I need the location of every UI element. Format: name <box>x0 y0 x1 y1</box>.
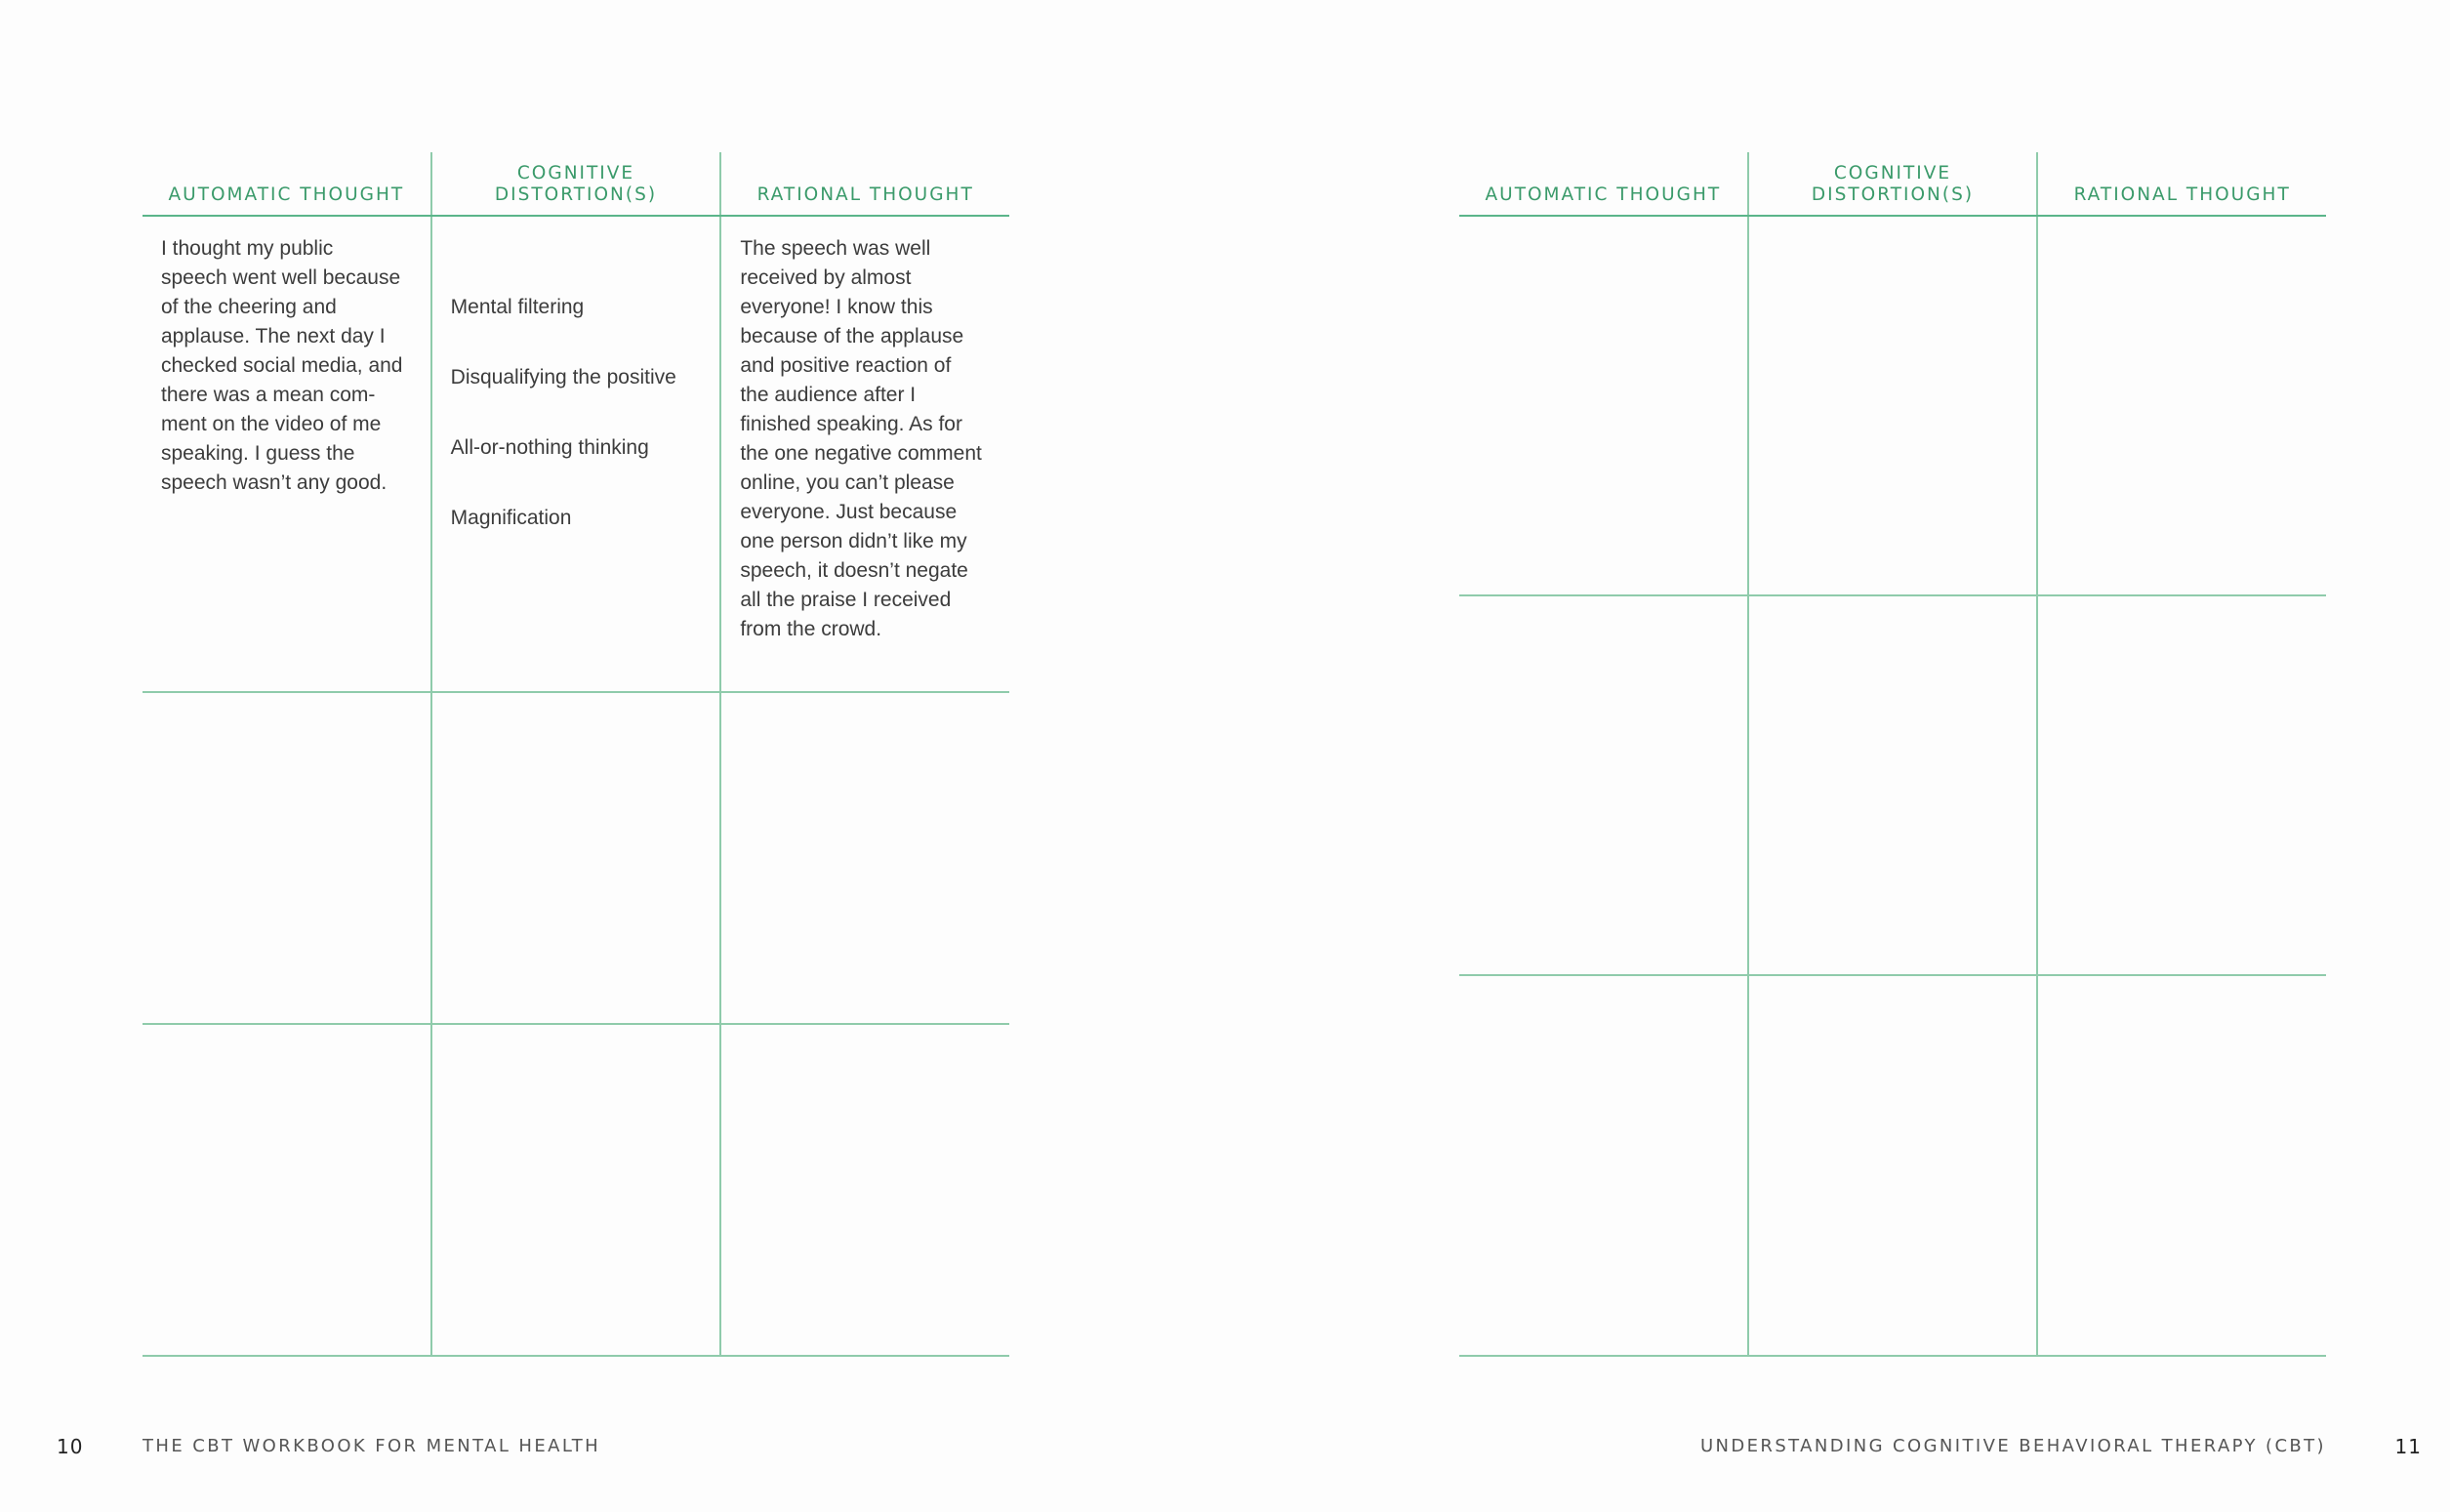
blank-cell-automatic-thought[interactable] <box>1459 217 1747 594</box>
blank-cell-cognitive-distortions[interactable] <box>430 693 720 1023</box>
page-number: 10 <box>57 1435 84 1458</box>
blank-cell-cognitive-distortions[interactable] <box>1747 596 2037 974</box>
blank-cell-automatic-thought[interactable] <box>1459 596 1747 974</box>
blank-cell-automatic-thought[interactable] <box>143 693 430 1023</box>
example-rational-thought: The speech was well received by almost everyone! I know this because of the applause and positive reaction of the audience after I finished speaking. As for the one negative comment online, you can’t please everyone. Just because one person didn’t like my speech, it doesn’t negate all the praise I received from the crowd. <box>719 217 1009 691</box>
distortion-item: Disqualifying the positive <box>450 366 676 388</box>
right-page <box>1225 0 2450 1512</box>
blank-cell-rational-thought[interactable] <box>2036 596 2326 974</box>
distortion-item: Mental filtering <box>450 296 585 318</box>
thought-record-table <box>143 152 1009 1357</box>
header-cognitive-distortions: COGNITIVE DISTORTION(S) <box>430 152 720 215</box>
table-row-example <box>143 217 1009 693</box>
blank-cell-cognitive-distortions[interactable] <box>1747 217 2037 594</box>
header-automatic-thought: AUTOMATIC THOUGHT <box>168 184 405 205</box>
table-row-blank <box>143 693 1009 1025</box>
blank-cell-rational-thought[interactable] <box>2036 976 2326 1355</box>
header-rational-thought: RATIONAL THOUGHT <box>2036 152 2326 215</box>
blank-cell-cognitive-distortions[interactable] <box>1747 976 2037 1355</box>
blank-cell-rational-thought[interactable] <box>2036 217 2326 594</box>
distortion-item: Magnification <box>450 507 572 529</box>
header-cognitive-distortions: COGNITIVE DISTORTION(S) <box>1747 152 2037 215</box>
blank-cell-automatic-thought[interactable] <box>1459 976 1747 1355</box>
blank-cell-rational-thought[interactable] <box>719 1025 1009 1355</box>
example-automatic-thought: I thought my public speech went well because of the cheering and applause. The next day I checked social media, and there was a mean com- ment on the video of me speaking. I guess the speech wasn’t any good. <box>161 237 403 494</box>
distortion-list <box>451 264 703 574</box>
header-rational-thought: RATIONAL THOUGHT <box>719 152 1009 215</box>
running-title: UNDERSTANDING COGNITIVE BEHAVIORAL THERAPY (CBT) <box>1699 1436 2326 1456</box>
table-row-blank <box>143 1025 1009 1357</box>
blank-cell-automatic-thought[interactable] <box>143 1025 430 1355</box>
distortion-item: All-or-nothing thinking <box>450 436 649 459</box>
table-header <box>143 152 1009 217</box>
table-header <box>1459 152 2326 217</box>
blank-cell-cognitive-distortions[interactable] <box>430 1025 720 1355</box>
table-row-blank <box>1459 976 2326 1357</box>
page-number: 11 <box>2394 1435 2422 1458</box>
table-row-blank <box>1459 596 2326 976</box>
blank-cell-rational-thought[interactable] <box>719 693 1009 1023</box>
table-row-blank <box>1459 217 2326 596</box>
example-cognitive-distortions <box>430 217 720 691</box>
running-title: THE CBT WORKBOOK FOR MENTAL HEALTH <box>143 1436 601 1456</box>
thought-record-table <box>1459 152 2326 1357</box>
header-automatic-thought: AUTOMATIC THOUGHT <box>1485 184 1722 205</box>
